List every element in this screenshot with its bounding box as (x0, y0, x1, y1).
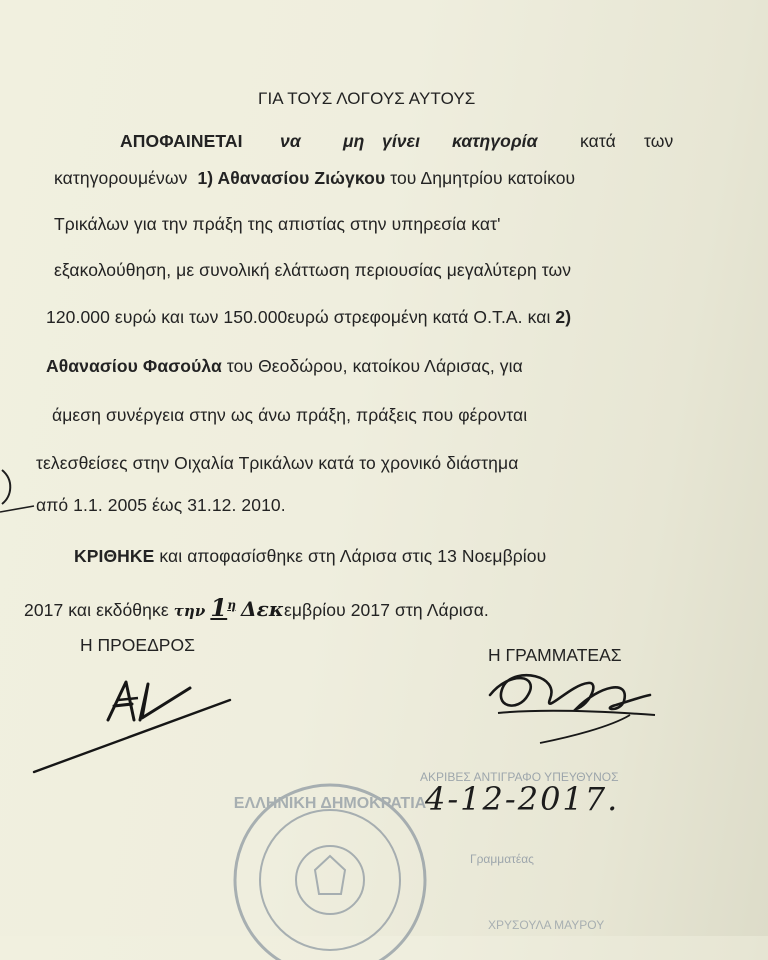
president-title: Η ΠΡΟΕΔΡΟΣ (80, 635, 195, 655)
defendant-1-name: 1) Αθανασίου Ζιώγκου (197, 168, 386, 188)
text-line-6 (46, 306, 571, 328)
ruling-word-6: των (644, 131, 674, 151)
ruling-word-5: κατά (580, 131, 616, 151)
text-fragment: 120.000 ευρώ και των 150.000ευρώ στρεφομένη κατά Ο.Τ.Α. και (46, 307, 556, 327)
text-line-8: άμεση συνέργεια στην ως άνω πράξη, πράξεις που φέρονται (52, 405, 528, 425)
ruling-word-3: γίνει (382, 131, 421, 151)
handwritten-date: 4-12-2017. (425, 780, 620, 818)
text-line-7 (46, 355, 523, 377)
text-fragment: κατηγορουμένων (54, 168, 188, 188)
text-line-10: από 1.1. 2005 έως 31.12. 2010. (36, 495, 286, 515)
stamp-note-line-2: Γραμματέας (470, 852, 534, 866)
text-line-12 (24, 594, 489, 622)
handwritten-ordinal: η (227, 598, 237, 612)
text-line-5: εξακολούθηση, με συνολική ελάττωση περιουσίας μεγαλύτερη των (54, 260, 572, 280)
text-line-11 (74, 545, 546, 567)
text-fragment: του Δημητρίου κατοίκου (385, 168, 576, 188)
stamp-note-line-3: ΧΡΥΣΟΥΛΑ ΜΑΥΡΟΥ (488, 918, 605, 932)
secretary-title: Η ΓΡΑΜΜΑΤΕΑΣ (488, 645, 622, 665)
handwritten-article: την (173, 601, 206, 620)
secretary-signature (480, 665, 670, 745)
defendant-2-name: Αθανασίου Φασούλα (46, 356, 222, 376)
seal-stamp (215, 760, 445, 960)
ruling-verb: ΑΠΟΦΑΙΝΕΤΑΙ (120, 131, 243, 151)
text-fragment: του Θεοδώρου, κατοίκου Λάρισας, για (221, 356, 523, 376)
handwritten-month-start: Δεκ (240, 596, 284, 621)
ruling-word-2: μη (343, 131, 365, 151)
text-line-9: τελεσθείσες στην Οιχαλία Τρικάλων κατά το χρονικό διάστημα (36, 453, 519, 473)
ruling-word-1: να (280, 131, 301, 151)
ruling-word-4: κατηγορία (452, 131, 538, 151)
text-fragment: 2017 και εκδόθηκε (24, 599, 174, 620)
decided-word: ΚΡΙΘΗΚΕ (74, 546, 155, 566)
defendant-2-number: 2) (555, 307, 572, 327)
stamp-note-line-1: ΑΚΡΙΒΕΣ ΑΝΤΙΓΡΑΦΟ ΥΠΕΥΘΥΝΟΣ (420, 770, 619, 784)
handwritten-day: 1 (210, 592, 228, 622)
margin-pen-mark (0, 460, 40, 520)
text-line-4: Τρικάλων για την πράξη της απιστίας στην υπηρεσία κατ' (54, 214, 501, 234)
text-fragment: εμβρίου 2017 στη Λάρισα. (283, 599, 489, 620)
seal-text: ΕΛΛΗΝΙΚΗ ΔΗΜΟΚΡΑΤΙΑ (233, 795, 427, 812)
text-line-3 (54, 167, 575, 189)
text-fragment: και αποφασίσθηκε στη Λάρισα στις 13 Νοεμβρίου (154, 546, 547, 566)
document-heading: ΓΙΑ ΤΟΥΣ ΛΟΓΟΥΣ ΑΥΤΟΥΣ (258, 89, 476, 108)
